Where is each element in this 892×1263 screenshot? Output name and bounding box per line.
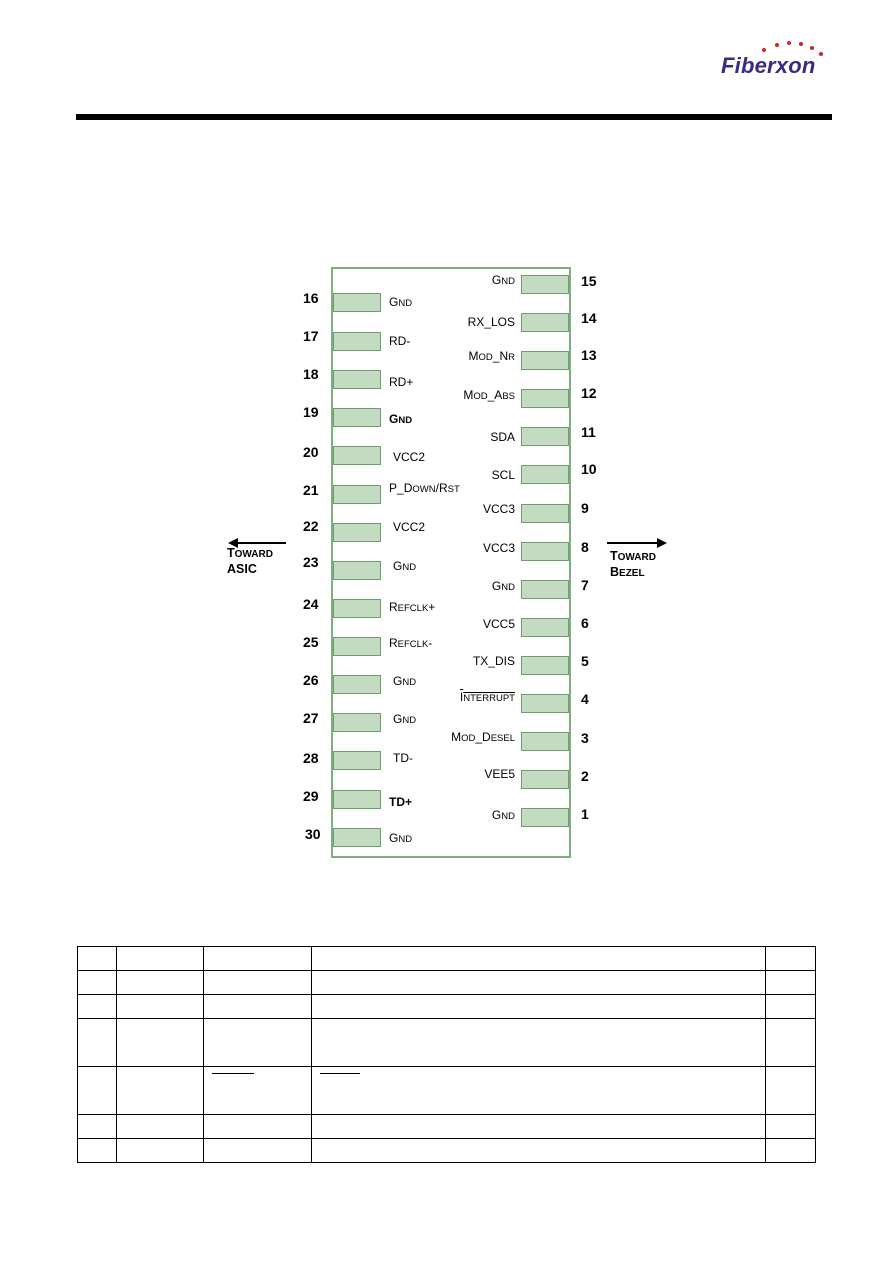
pin-number-5: 5 xyxy=(581,653,589,669)
pin-number-9: 9 xyxy=(581,500,589,516)
pin-number-18: 18 xyxy=(303,366,319,382)
pin-number-6: 6 xyxy=(581,615,589,631)
pin-pad-15 xyxy=(521,275,569,294)
pin-number-2: 2 xyxy=(581,768,589,784)
pin-number-12: 12 xyxy=(581,385,597,401)
logo-dot xyxy=(787,41,791,45)
pin-signal-15: GND xyxy=(491,273,515,287)
logo-dot xyxy=(775,43,779,47)
logo-dot xyxy=(799,42,803,46)
table-row xyxy=(78,1019,816,1067)
pin-pad-9 xyxy=(521,504,569,523)
pin-number-1: 1 xyxy=(581,806,589,822)
pin-number-11: 11 xyxy=(581,424,596,440)
pin-pad-17 xyxy=(333,332,381,351)
pin-number-13: 13 xyxy=(581,347,597,363)
pin-pad-11 xyxy=(521,427,569,446)
pin-signal-24: REFCLK+ xyxy=(389,600,436,614)
arrow-left-shaft xyxy=(236,542,286,544)
pin-pad-1 xyxy=(521,808,569,827)
pin-number-4: 4 xyxy=(581,691,589,707)
pin-number-10: 10 xyxy=(581,461,597,477)
pin-signal-21: P_DOWN/RST xyxy=(389,481,460,495)
pin-number-15: 15 xyxy=(581,273,597,289)
logo-text: Fiberxon xyxy=(721,53,816,78)
table-row xyxy=(78,947,816,971)
pin-signal-28: TD- xyxy=(393,751,413,765)
pin-number-30: 30 xyxy=(305,826,321,842)
arrow-left-head-icon xyxy=(228,538,238,548)
pin-number-23: 23 xyxy=(303,554,319,570)
pin-pad-29 xyxy=(333,790,381,809)
header-rule xyxy=(76,114,832,120)
pin-number-17: 17 xyxy=(303,328,319,344)
direction-left-label xyxy=(227,546,273,576)
pin-signal-26: GND xyxy=(393,674,417,688)
pin-pad-24 xyxy=(333,599,381,618)
logo-dot xyxy=(819,52,823,56)
logo-dot xyxy=(810,46,814,50)
pin-pad-28 xyxy=(333,751,381,770)
pin-signal-3: MOD_DESEL xyxy=(451,730,515,744)
pin-signal-27: GND xyxy=(393,712,417,726)
pin-pad-20 xyxy=(333,446,381,465)
pin-number-8: 8 xyxy=(581,539,589,555)
arrow-right-head-icon xyxy=(657,538,667,548)
pin-signal-23: GND xyxy=(393,559,417,573)
pin-signal-7: GND xyxy=(491,579,515,593)
table-row xyxy=(78,1139,816,1163)
pin-number-20: 20 xyxy=(303,444,319,460)
pin-pad-14 xyxy=(521,313,569,332)
pin-number-14: 14 xyxy=(581,310,597,326)
pin-number-16: 16 xyxy=(303,290,319,306)
pin-signal-5: TX_DIS xyxy=(472,654,515,668)
pin-signal-20: VCC2 xyxy=(393,450,426,464)
direction-right-line2: BEZEL xyxy=(610,565,645,579)
pin-pad-4 xyxy=(521,694,569,713)
pin-number-22: 22 xyxy=(303,518,319,534)
arrow-right-shaft xyxy=(607,542,659,544)
pin-pad-10 xyxy=(521,465,569,484)
pin-signal-30: GND xyxy=(389,831,413,845)
table-row xyxy=(78,1115,816,1139)
pin-signal-9: VCC3 xyxy=(482,502,515,516)
pin-pad-26 xyxy=(333,675,381,694)
pin-signal-19: GND xyxy=(389,412,413,426)
pin-signal-10: SCL xyxy=(491,468,515,482)
pin-number-19: 19 xyxy=(303,404,319,420)
pin-signal-14: RX_LOS xyxy=(467,315,515,329)
pin-number-3: 3 xyxy=(581,730,589,746)
direction-right-label xyxy=(610,549,656,581)
company-logo xyxy=(718,40,848,84)
pin-number-28: 28 xyxy=(303,750,319,766)
pin-signal-29: TD+ xyxy=(389,795,413,809)
pin-number-24: 24 xyxy=(303,596,319,612)
pin-signal-11: SDA xyxy=(490,430,515,444)
pin-signal-18: RD+ xyxy=(389,375,414,389)
pin-pad-19 xyxy=(333,408,381,427)
pin-pad-25 xyxy=(333,637,381,656)
pin-signal-6: VCC5 xyxy=(482,617,515,631)
pin-number-7: 7 xyxy=(581,577,589,593)
pin-signal-16: GND xyxy=(389,295,413,309)
pin-signal-12: MOD_ABS xyxy=(463,388,515,402)
pin-pad-2 xyxy=(521,770,569,789)
pin-signal-22: VCC2 xyxy=(393,520,426,534)
pin-number-27: 27 xyxy=(303,710,319,726)
pin-number-26: 26 xyxy=(303,672,319,688)
pin-pad-30 xyxy=(333,828,381,847)
logo-dot xyxy=(762,48,766,52)
pin-number-29: 29 xyxy=(303,788,319,804)
pin-description-table xyxy=(77,946,816,1163)
direction-left-line2: ASIC xyxy=(227,562,257,576)
pin-pad-21 xyxy=(333,485,381,504)
pin-pad-23 xyxy=(333,561,381,580)
pin-signal-1: GND xyxy=(491,808,515,822)
pin-signal-17: RD- xyxy=(389,334,411,348)
pin-pad-6 xyxy=(521,618,569,637)
pin-pad-7 xyxy=(521,580,569,599)
pin-signal-25: REFCLK- xyxy=(389,636,433,650)
pin-number-25: 25 xyxy=(303,634,319,650)
pin-pad-12 xyxy=(521,389,569,408)
pin-pad-5 xyxy=(521,656,569,675)
pin-pad-13 xyxy=(521,351,569,370)
pin-pad-16 xyxy=(333,293,381,312)
pin-signal-13: MOD_NR xyxy=(468,349,515,363)
table-row xyxy=(78,971,816,995)
pin-signal-2: VEE5 xyxy=(484,767,515,781)
direction-right-line1: TOWARD xyxy=(610,549,656,563)
pin-pad-8 xyxy=(521,542,569,561)
overline-mark xyxy=(212,1073,254,1074)
pin-pad-27 xyxy=(333,713,381,732)
table-row xyxy=(78,1067,816,1115)
pin-pad-22 xyxy=(333,523,381,542)
pin-signal-4: INTERRUPT xyxy=(459,690,515,704)
overline-mark xyxy=(320,1073,360,1074)
direction-left-line1: TOWARD xyxy=(227,546,273,560)
pin-number-21: 21 xyxy=(303,482,319,498)
pin-pad-18 xyxy=(333,370,381,389)
table-row xyxy=(78,995,816,1019)
pin-signal-8: VCC3 xyxy=(482,541,515,555)
pin-pad-3 xyxy=(521,732,569,751)
